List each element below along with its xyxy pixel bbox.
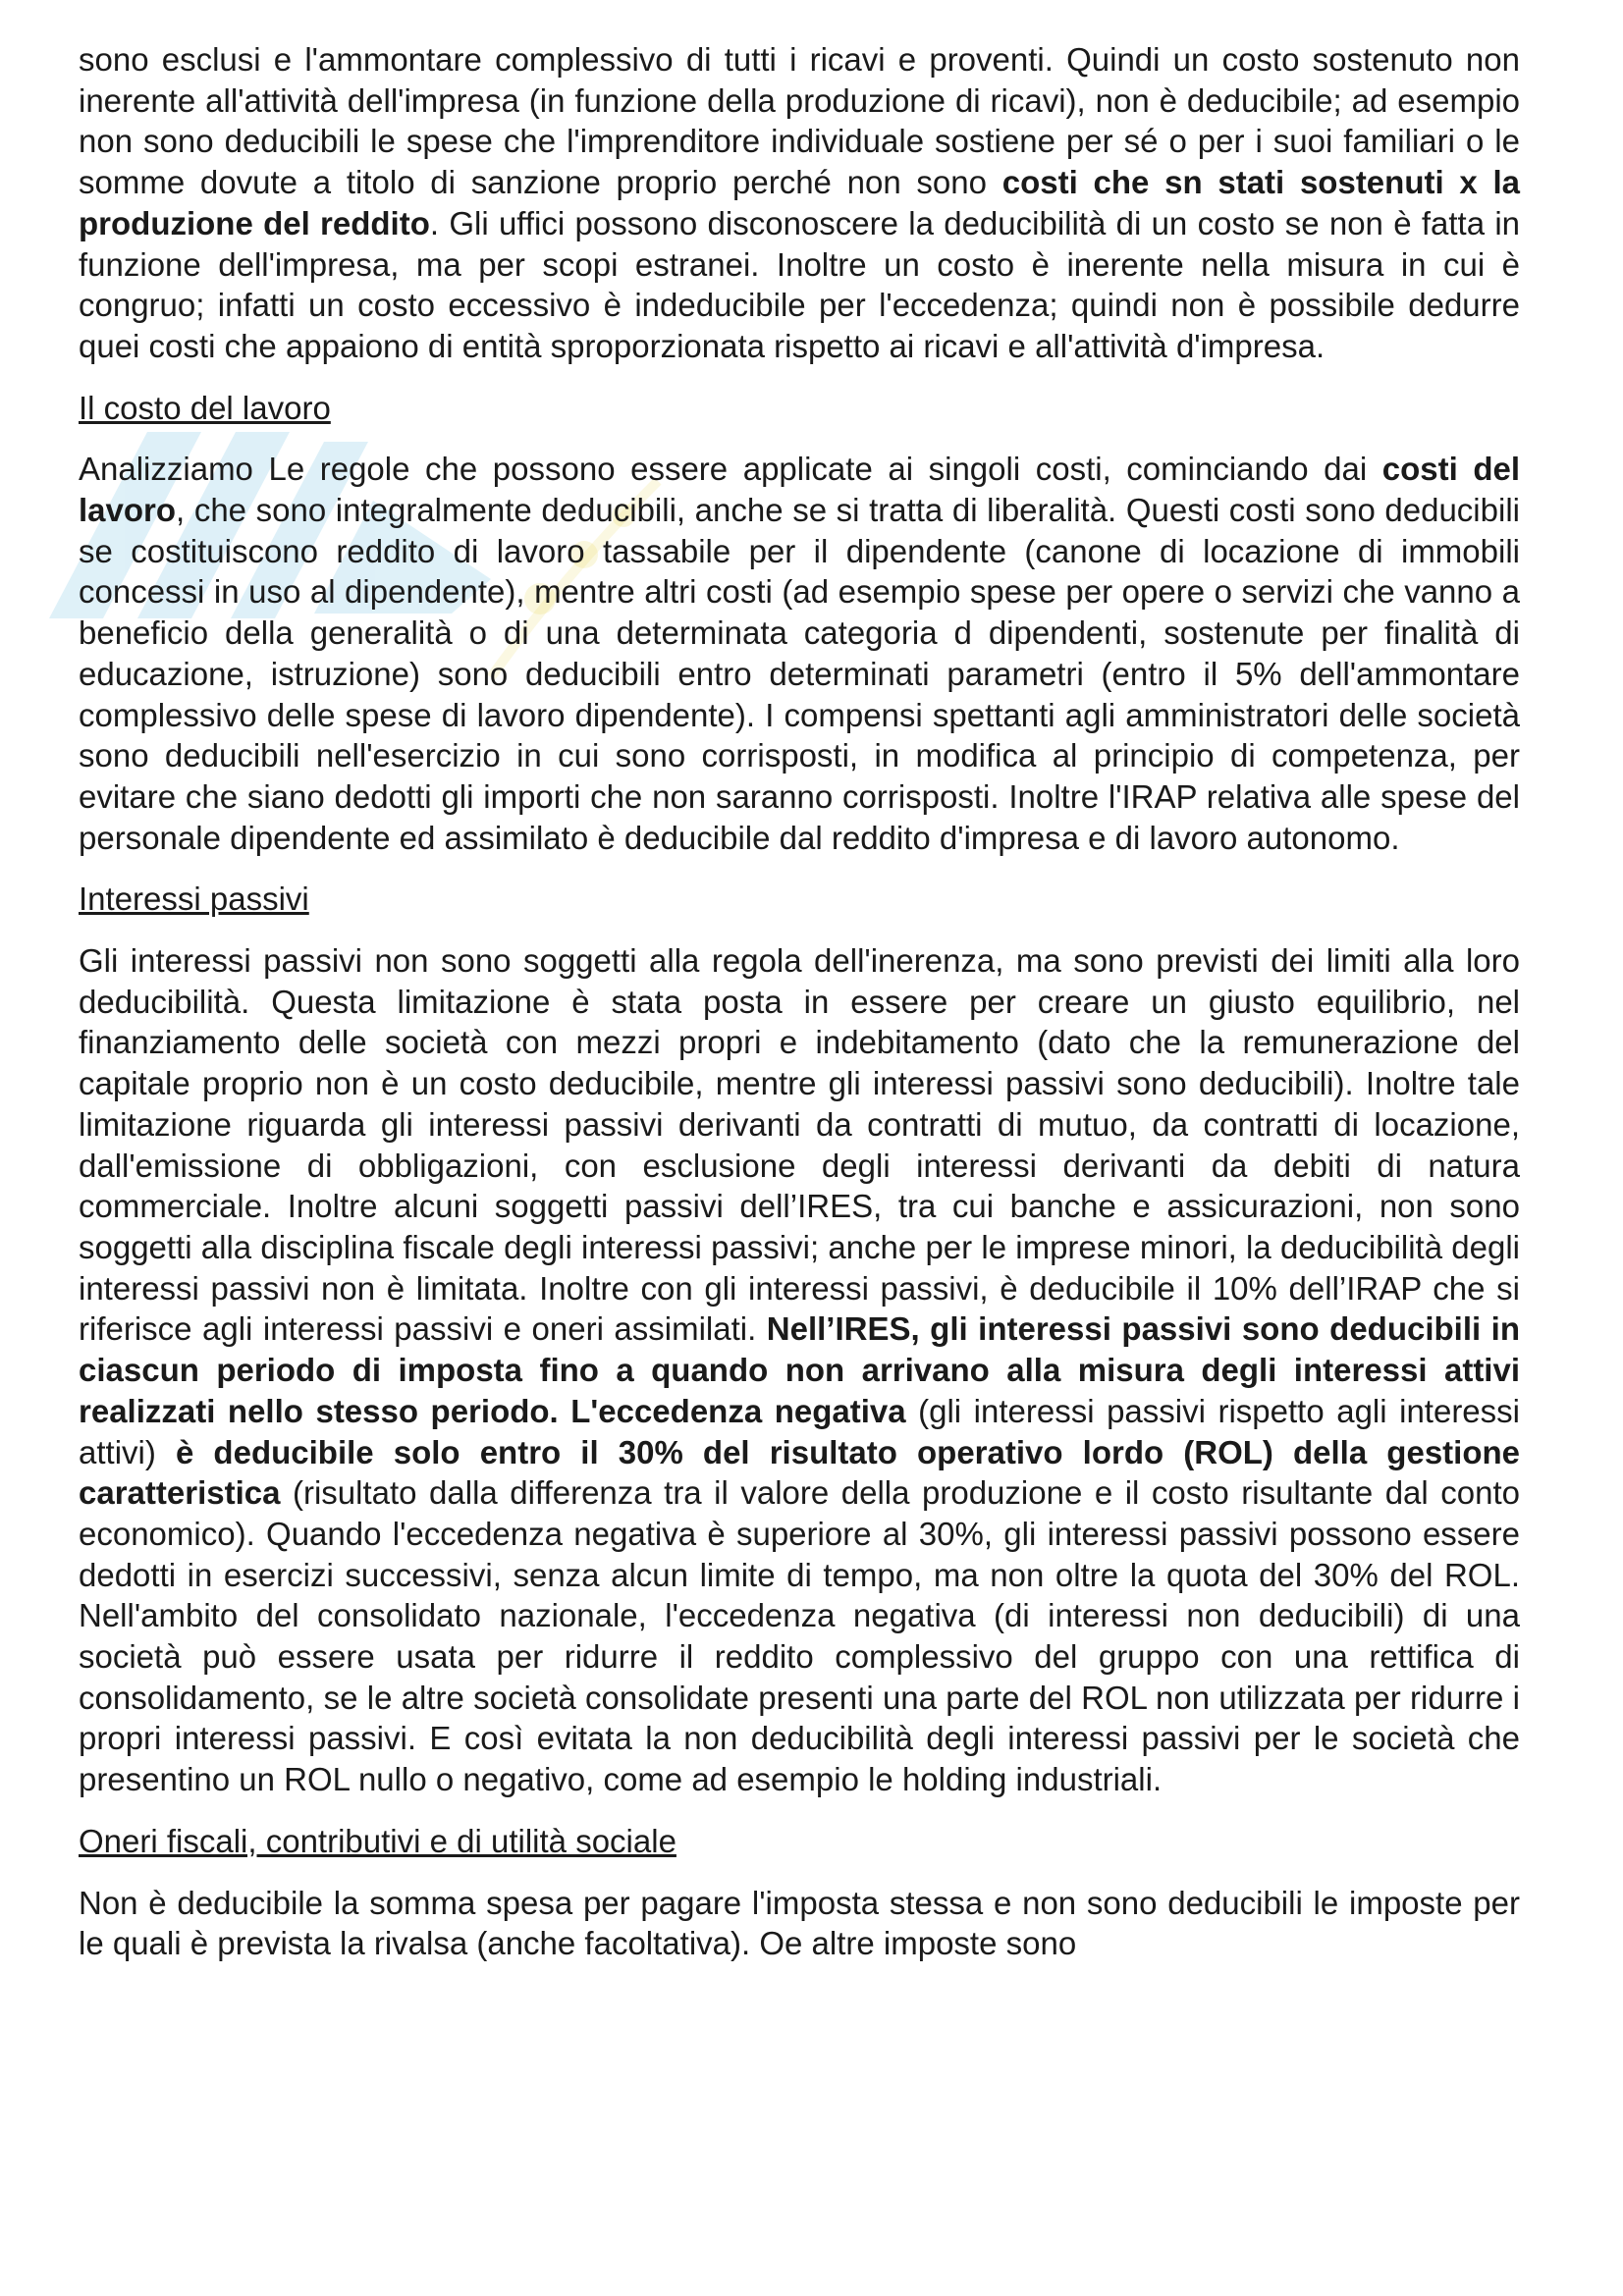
- bold-text-run: Nell’IRES, gli interessi passivi sono deducibili in ciascun periodo di imposta fino a quando non arrivano alla misura degli interessi attivi realizzati nello stesso periodo. L'eccedenza negativa: [79, 1310, 1521, 1429]
- text-run: Non è deducibile la somma spesa per pagare l'imposta stessa e non sono deducibili le imposte per le quali è prevista la rivalsa (anche facoltativa). Oe altre imposte sono: [79, 1884, 1520, 1962]
- section-heading-costo-lavoro: Il costo del lavoro: [79, 389, 331, 426]
- text-run: . Gli uffici possono disconoscere la deducibilità di un costo se non è fatta in funzione dell'impresa, ma per scopi estranei. Inoltre un costo è inerente nella misura in cui è congruo; infatti un costo eccessivo è indeducibile per l'eccedenza; quindi non è possibile dedurre quei costi che appaiono di entità sproporzionata rispetto ai ricavi e all'attività d'impresa.: [79, 204, 1521, 364]
- text-run: (risultato dalla differenza tra il valore della produzione e il costo risultante dal conto economico). Quando l'eccedenza negativa è superiore al 30%, gli interessi passivi possono essere dedotti in esercizi successivi, senza alcun limite di tempo, ma non oltre la quota del 30% del ROL. Nell'ambito del consolidato nazionale, l'eccedenza negativa (di interessi non deducibili) di una società può essere usata per ridurre il reddito complessivo del gruppo con una rettifica di consolidamento, se le altre società consolidate presenti una parte del ROL non utilizzata per ridurre i propri interessi passivi. E così evitata la non deducibilità degli interessi passivi per le società che presentino un ROL nullo o negativo, come ad esempio le holding industriali.: [79, 1474, 1520, 1798]
- text-run: Analizziamo Le regole che possono essere applicate ai singoli costi, cominciando dai: [79, 451, 1382, 488]
- bold-text-run: costi che sn stati sostenuti x la produzione del reddito: [79, 164, 1520, 241]
- bold-text-run: costi del lavoro: [79, 451, 1520, 529]
- text-run: , che sono integralmente deducibili, anche se si tratta di liberalità. Questi costi sono deducibili se costituiscono reddito di lavoro tassabile per il dipendente (canone di locazione di immobili concessi in uso al dipendente), mentre altri costi (ad esempio spese per opere o servizi che vanno a beneficio della generalità o di una determinata categoria d dipendenti, sostenute per finalità di educazione, istruzione) sono deducibili entro determinati parametri (entro il 5% dell'ammontare complessivo delle spese di lavoro dipendente). I compensi spettanti agli amministratori delle società sono deducibili nell'esercizio in cui sono corrisposti, in modifica al principio di competenza, per evitare che siano dedotti gli importi che non saranno corrisposti. Inoltre l'IRAP relativa alle spese del personale dipendente ed assimilato è deducibile dal reddito d'impresa e di lavoro autonomo.: [79, 492, 1520, 856]
- paragraph-interessi-passivi: [79, 940, 1520, 1800]
- paragraph-costo-lavoro: [79, 449, 1520, 858]
- document-body: [79, 39, 1520, 1985]
- paragraph-oneri-fiscali: [79, 1883, 1520, 1964]
- section-heading-oneri-fiscali: Oneri fiscali, contributivi e di utilità sociale: [79, 1822, 676, 1859]
- section-heading-interessi-passivi: Interessi passivi: [79, 881, 309, 918]
- bold-text-run: è deducibile solo entro il 30% del risultato operativo lordo (ROL) della gestione caratteristica: [79, 1433, 1520, 1512]
- paragraph-inerenza: [79, 39, 1520, 367]
- text-run: sono esclusi e l'ammontare complessivo di tutti i ricavi e proventi. Quindi un costo sostenuto non inerente all'attività dell'impresa (in funzione della produzione di ricavi), non è deducibile; ad esempio non sono deducibili le spese che l'imprenditore individuale sostiene per sé o per i suoi familiari o le somme dovute a titolo di sanzione proprio perché non sono: [79, 41, 1520, 201]
- text-run: Gli interessi passivi non sono soggetti alla regola dell'inerenza, ma sono previsti dei limiti alla loro deducibilità. Questa limitazione è stata posta in essere per creare un giusto equilibrio, nel finanziamento delle società con mezzi propri e indebitamento (dato che la remunerazione del capitale proprio non è un costo deducibile, mentre gli interessi passivi sono deducibili). Inoltre tale limitazione riguarda gli interessi passivi derivanti da contratti di mutuo, da contratti di locazione, dall'emissione di obbligazioni, con esclusione degli interessi derivanti da debiti di natura commerciale. Inoltre alcuni soggetti passivi dell’IRES, tra cui banche e assicurazioni, non sono soggetti alla disciplina fiscale degli interessi passivi; anche per le imprese minori, la deducibilità degli interessi passivi non è limitata. Inoltre con gli interessi passivi, è deducibile il 10% dell’IRAP che si riferisce agli interessi passivi e oneri assimilati.: [79, 942, 1520, 1348]
- text-run: (gli interessi passivi rispetto agli interessi attivi): [79, 1392, 1520, 1470]
